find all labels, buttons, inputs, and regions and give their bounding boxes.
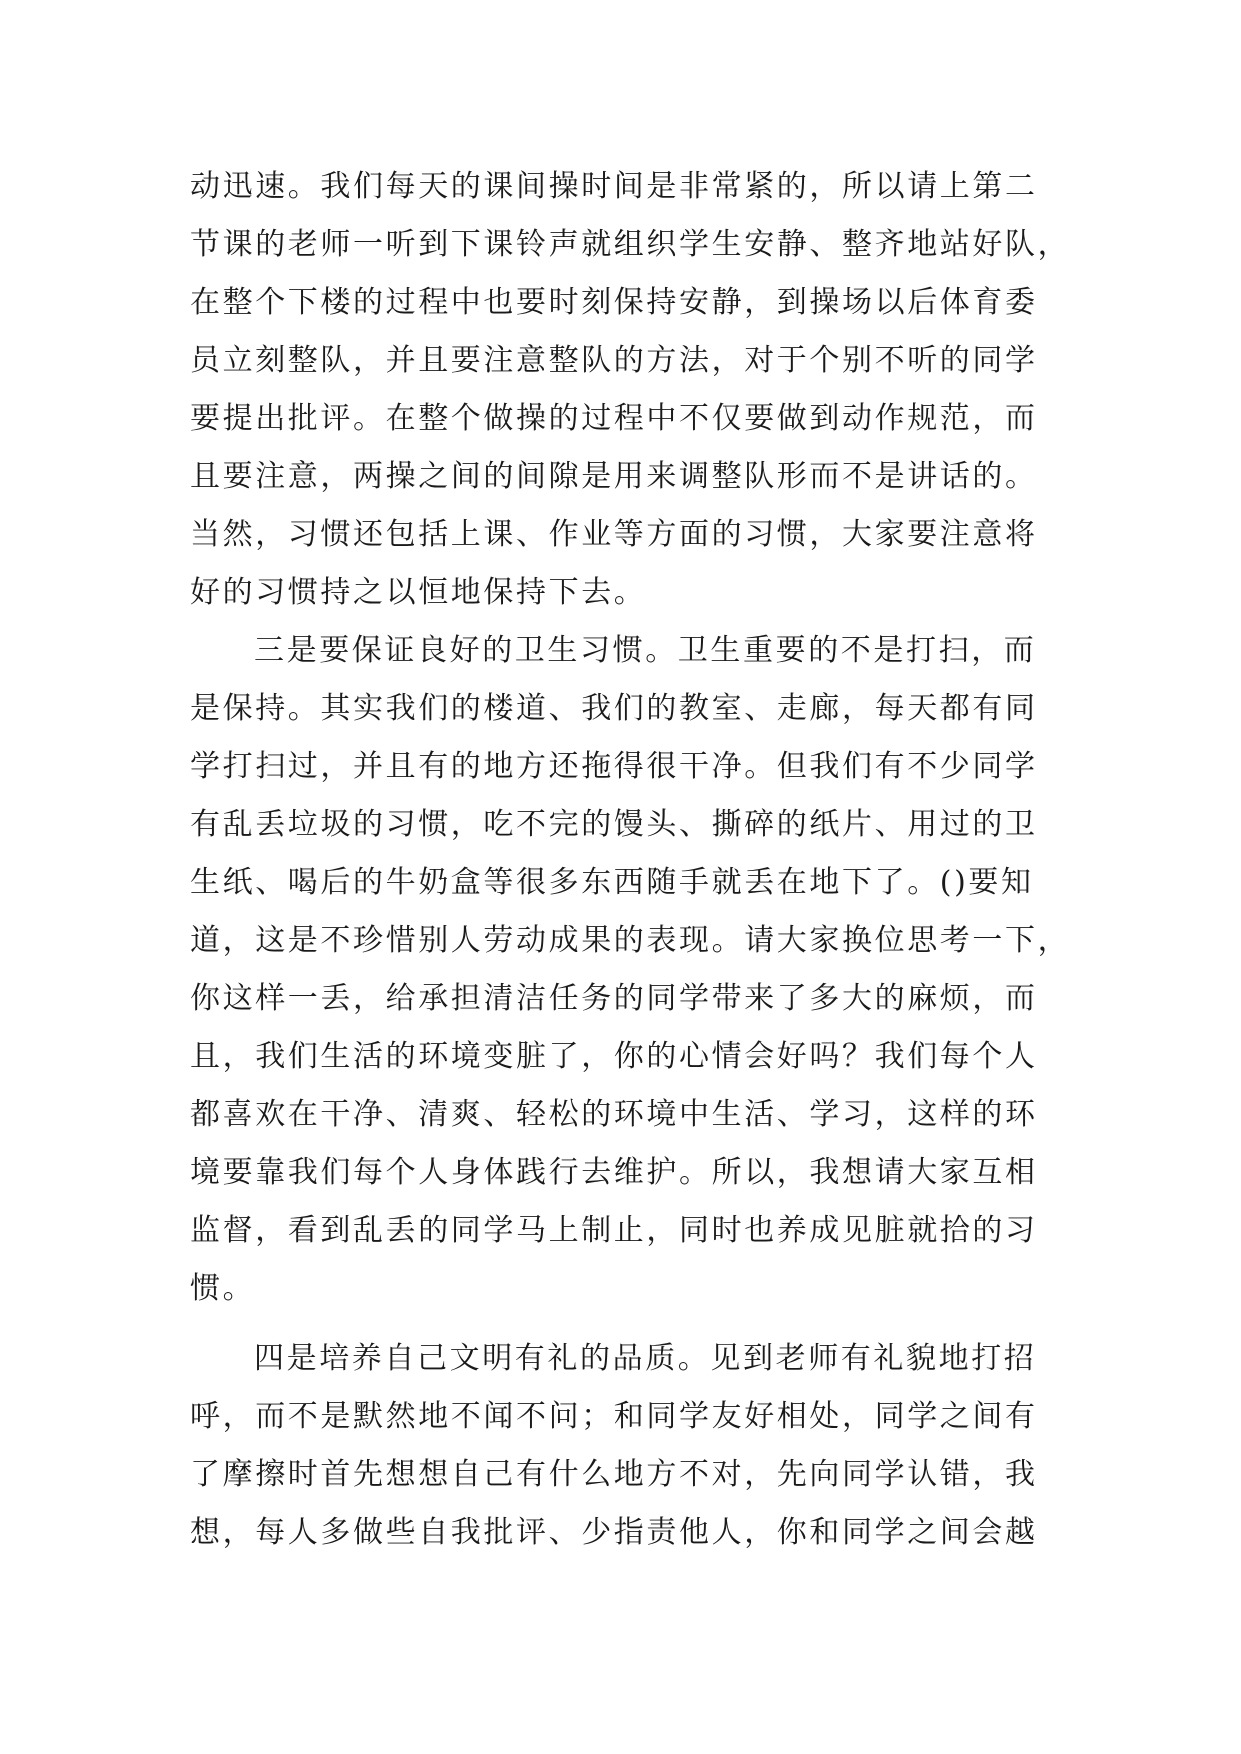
text-line: 呼，而不是默然地不闻不问；和同学友好相处，同学之间有 xyxy=(190,1399,1038,1434)
text-line: 学打扫过，并且有的地方还拖得很干净。但我们有不少同学 xyxy=(190,749,1038,784)
text-line: 道，这是不珍惜别人劳动成果的表现。请大家换位思考一下， xyxy=(190,923,1071,958)
text-line: 在整个下楼的过程中也要时刻保持安静，到操场以后体育委 xyxy=(190,285,1038,320)
text-line: 是保持。其实我们的楼道、我们的教室、走廊，每天都有同 xyxy=(190,691,1038,726)
paragraph-spacer xyxy=(190,1318,1080,1330)
paragraph xyxy=(190,622,1080,1318)
paragraph xyxy=(190,1330,1080,1562)
text-line: 想，每人多做些自我批评、少指责他人，你和同学之间会越 xyxy=(190,1515,1038,1550)
text-line: 境要靠我们每个人身体践行去维护。所以，我想请大家互相 xyxy=(190,1155,1038,1190)
text-line: 监督，看到乱丢的同学马上制止，同时也养成见脏就拾的习 xyxy=(190,1213,1038,1248)
text-line: 你这样一丢，给承担清洁任务的同学带来了多大的麻烦，而 xyxy=(190,981,1038,1016)
paragraph xyxy=(190,158,1080,622)
text-line: 了摩擦时首先想想自己有什么地方不对，先向同学认错，我 xyxy=(190,1457,1038,1492)
text-line: 有乱丢垃圾的习惯，吃不完的馒头、撕碎的纸片、用过的卫 xyxy=(190,807,1038,842)
text-line: 节课的老师一听到下课铃声就组织学生安静、整齐地站好队， xyxy=(190,227,1071,262)
text-line: 要提出批评。在整个做操的过程中不仅要做到动作规范，而 xyxy=(190,401,1038,436)
text-line: 动迅速。我们每天的课间操时间是非常紧的，所以请上第二 xyxy=(190,169,1038,204)
text-line: 员立刻整队，并且要注意整队的方法，对于个别不听的同学 xyxy=(190,343,1038,378)
text-line: 三是要保证良好的卫生习惯。卫生重要的不是打扫，而 xyxy=(254,633,1037,668)
text-line: 且，我们生活的环境变脏了，你的心情会好吗？我们每个人 xyxy=(190,1039,1038,1074)
text-line: 当然，习惯还包括上课、作业等方面的习惯，大家要注意将 xyxy=(190,517,1038,552)
text-line: 都喜欢在干净、清爽、轻松的环境中生活、学习，这样的环 xyxy=(190,1097,1038,1132)
text-line: 生纸、喝后的牛奶盒等很多东西随手就丢在地下了。()要知 xyxy=(190,865,1034,900)
text-line: 且要注意，两操之间的间隙是用来调整队形而不是讲话的。 xyxy=(190,459,1038,494)
body-text xyxy=(190,158,1080,1562)
text-line: 四是培养自己文明有礼的品质。见到老师有礼貌地打招 xyxy=(254,1341,1037,1376)
text-line: 惯。 xyxy=(190,1271,256,1306)
text-line: 好的习惯持之以恒地保持下去。 xyxy=(190,575,647,610)
